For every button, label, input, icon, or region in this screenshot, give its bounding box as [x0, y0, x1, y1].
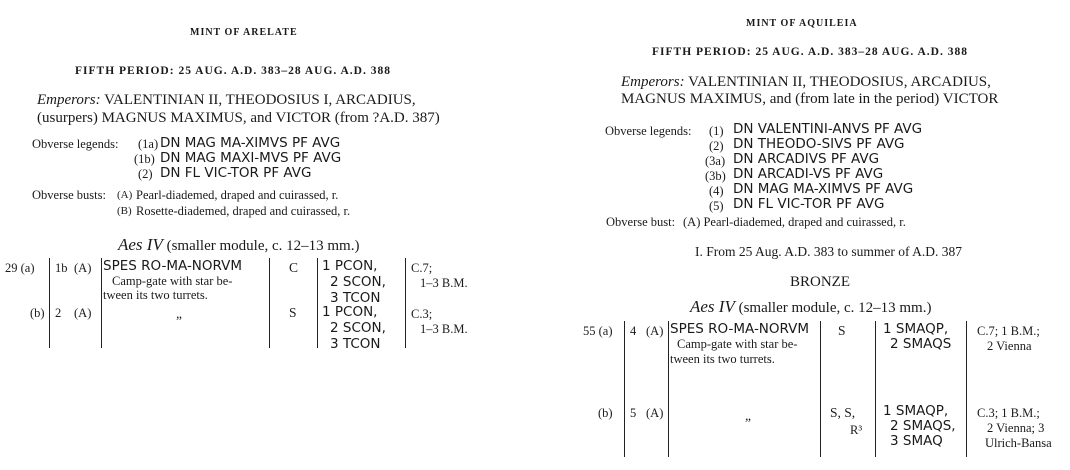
period-heading: FIFTH PERIOD: 25 AUG. A.D. 383–28 AUG. A.D. 388 [75, 65, 391, 77]
obverse-ref: 2 [55, 306, 62, 320]
bust-ref: (A) [646, 406, 664, 420]
bust-ref: (A) [646, 324, 664, 338]
legend-text: DN VALENTINI-ANVS PF AVG [733, 121, 923, 137]
reference: Ulrich-Bansa [985, 436, 1052, 450]
bust-ref: (A) [74, 261, 92, 275]
legend-text: DN FL VIC-TOR PF AVG [733, 196, 885, 212]
reverse-legend: SPES RO-MA-NORVM [670, 321, 810, 337]
legend-num: (4) [709, 184, 724, 198]
obverse-busts-label: Obverse busts: [32, 188, 106, 202]
row-number: (b) [598, 406, 613, 420]
field-mark: S, S, [830, 405, 856, 420]
legend-num: (1a) [138, 137, 159, 151]
field-mark: C [289, 260, 299, 275]
field-mark: R³ [850, 423, 863, 437]
obverse-ref: 5 [630, 406, 637, 420]
legend-num: (3b) [705, 169, 726, 183]
section-heading: I. From 25 Aug. A.D. 383 to summer of A.D. 387 [695, 244, 963, 259]
bust-text: Rosette-diademed, draped and cuirassed, r. [136, 204, 351, 218]
bust-ref: (A) [74, 306, 92, 320]
reference: C.3; [411, 307, 433, 321]
reverse-desc: tween its two turrets. [103, 288, 208, 302]
bust-letter: (B) [117, 205, 132, 217]
mintmark: 3 TCON [330, 290, 381, 306]
legend-text: DN FL VIC-TOR PF AVG [160, 165, 312, 181]
column-rule [49, 258, 50, 348]
obverse-legends-label: Obverse legends: [32, 137, 119, 151]
reverse-legend: SPES RO-MA-NORVM [103, 258, 243, 274]
bust-letter: (A) [117, 189, 133, 201]
mintmark: 1 SMAQP, [883, 403, 949, 419]
emperors-line-1: Emperors: VALENTINIAN II, THEODOSIUS, ARCADIUS, [621, 74, 991, 90]
mintmark: 1 PCON, [322, 304, 378, 320]
legend-text: DN ARCADIVS PF AVG [733, 151, 880, 167]
legend-text: DN MAG MA-XIMVS PF AVG [160, 135, 341, 151]
column-rule [820, 321, 821, 457]
mintmark: 2 SMAQS, [890, 418, 956, 434]
field-mark: S [289, 305, 297, 320]
mint-title: MINT OF AQUILEIA [746, 18, 858, 29]
reference: 2 Vienna; 3 [987, 421, 1045, 435]
ditto-mark: „ [745, 408, 751, 423]
reverse-desc: tween its two turrets. [670, 352, 775, 366]
emperors-line-1: Emperors: VALENTINIAN II, THEODOSIUS I, ARCADIUS, [37, 92, 416, 108]
legend-num: (2) [709, 139, 724, 153]
legend-num: (1) [709, 124, 724, 138]
reference: 1–3 B.M. [420, 322, 468, 336]
column-rule [668, 321, 669, 457]
column-rule [966, 321, 967, 457]
period-heading: FIFTH PERIOD: 25 AUG. A.D. 383–28 AUG. A.D. 388 [652, 46, 968, 58]
mintmark: 2 SMAQS [890, 336, 952, 352]
ditto-mark: „ [176, 306, 182, 321]
reverse-desc: Camp-gate with star be- [112, 274, 233, 288]
obverse-bust-label: Obverse bust: [606, 215, 676, 229]
emperors-line-2: (usurpers) MAGNUS MAXIMUS, and VICTOR (from ?A.D. 387) [37, 110, 440, 126]
column-rule [101, 258, 102, 348]
reverse-desc: Camp-gate with star be- [677, 337, 798, 351]
emperors-line-2: MAGNUS MAXIMUS, and (from late in the period) VICTOR [621, 91, 999, 107]
column-rule [875, 321, 876, 457]
row-number: (b) [30, 306, 45, 320]
column-rule [269, 258, 270, 348]
mintmark: 3 TCON [330, 336, 381, 352]
legend-text: DN ARCADI-VS PF AVG [733, 166, 884, 182]
row-number: 55 (a) [583, 324, 613, 338]
mintmark: 1 PCON, [322, 258, 378, 274]
legend-text: DN MAG MA-XIMVS PF AVG [733, 181, 914, 197]
aes-heading: Aes IV (smaller module, c. 12–13 mm.) [690, 297, 932, 316]
legend-text: DN THEODO-SIVS PF AVG [733, 136, 905, 152]
reference: 1–3 B.M. [420, 276, 468, 290]
column-rule [405, 258, 406, 348]
obverse-ref: 4 [630, 324, 637, 338]
row-number: 29 (a) [5, 261, 35, 275]
bust-text: Pearl-diademed, draped and cuirassed, r. [136, 188, 339, 202]
legend-num: (1b) [134, 152, 155, 166]
metal-heading: BRONZE [790, 274, 850, 290]
bust-text: (A) Pearl-diademed, draped and cuirassed, r. [683, 215, 906, 229]
legend-num: (3a) [705, 154, 726, 168]
field-mark: S [838, 323, 846, 338]
column-rule [317, 258, 318, 348]
legend-num: (5) [709, 199, 724, 213]
obverse-legends-label: Obverse legends: [605, 124, 692, 138]
mint-title: MINT OF ARELATE [190, 27, 298, 38]
column-rule [624, 321, 625, 457]
obverse-ref: 1b [55, 261, 68, 275]
reference: C.7; 1 B.M.; [977, 324, 1040, 338]
reference: C.7; [411, 261, 433, 275]
legend-num: (2) [138, 167, 153, 181]
reference: 2 Vienna [987, 339, 1032, 353]
mintmark: 3 SMAQ [890, 433, 943, 449]
aes-heading: Aes IV (smaller module, c. 12–13 mm.) [118, 235, 360, 254]
mintmark: 2 SCON, [330, 320, 386, 336]
mintmark: 2 SCON, [330, 274, 386, 290]
mintmark: 1 SMAQP, [883, 321, 949, 337]
reference: C.3; 1 B.M.; [977, 406, 1040, 420]
legend-text: DN MAG MAXI-MVS PF AVG [160, 150, 342, 166]
